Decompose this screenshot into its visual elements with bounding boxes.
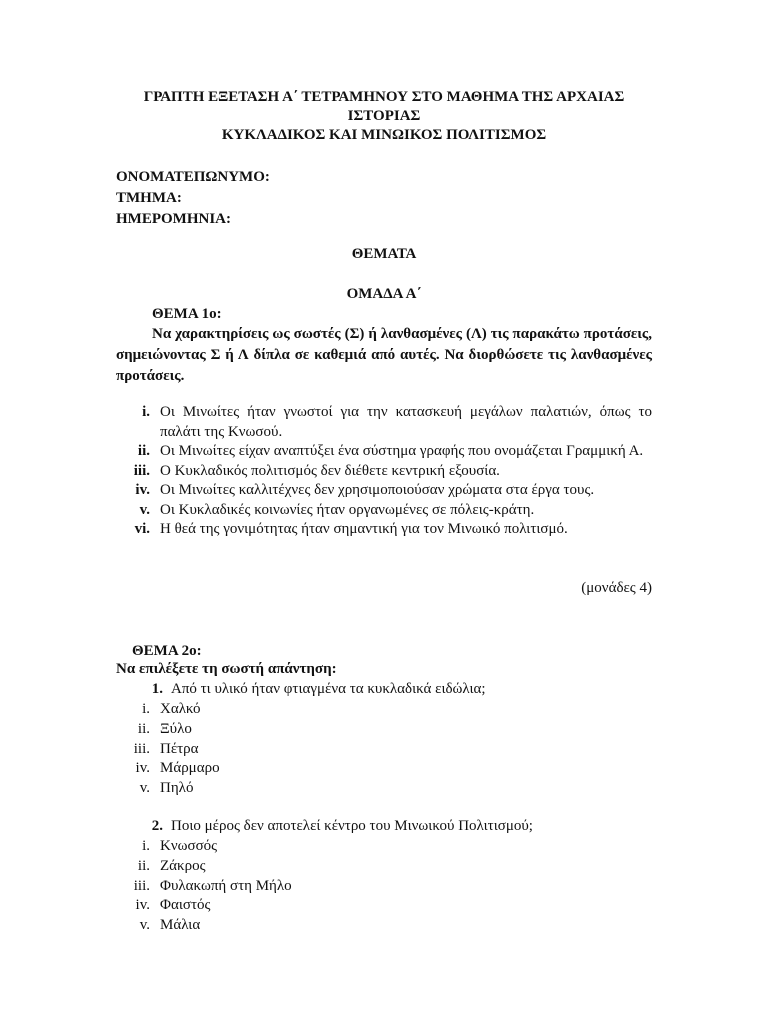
question-number: 2.	[151, 818, 163, 834]
option-number: iii.	[133, 740, 150, 757]
option-number: ii.	[137, 720, 150, 737]
option-number: i.	[142, 701, 150, 717]
option-number: ii.	[137, 857, 150, 874]
question-1-options	[116, 700, 220, 799]
title-line-2: ΙΣΤΟΡΙΑΣ	[347, 108, 421, 124]
list-item	[116, 462, 652, 482]
title-line-3: ΚΥΚΛΑΔΙΚΟΣ ΚΑΙ ΜΙΝΩΙΚΟΣ ΠΟΛΙΤΙΣΜΟΣ	[221, 127, 547, 143]
question-2-options	[116, 837, 292, 936]
list-item	[116, 403, 652, 442]
option-number: v.	[139, 917, 150, 934]
list-item	[116, 837, 292, 857]
option-text: Μάλια	[160, 917, 201, 934]
student-fields	[116, 167, 270, 230]
thema1-title: ΘΕΜΑ 1ο:	[152, 306, 222, 322]
thema2-title: ΘΕΜΑ 2ο:	[132, 643, 202, 659]
list-item	[116, 779, 220, 799]
list-item	[116, 896, 292, 916]
list-item	[116, 720, 220, 740]
list-item	[116, 740, 220, 760]
list-item	[116, 442, 652, 462]
item-text: Οι Μινωίτες καλλιτέχνες δεν χρησιμοποιούσαν χρώματα στα έργα τους.	[160, 482, 595, 498]
thema1-instruction: Να χαρακτηρίσεις ως σωστές (Σ) ή λανθασμένες (Λ) τις παρακάτω προτάσεις, σημειώνοντας Σ ή Λ δίπλα σε καθεμιά από αυτές. Να διορθώσετε τις λανθασμένες προτάσεις.	[116, 326, 652, 384]
option-text: Πέτρα	[160, 740, 199, 757]
option-number: v.	[139, 780, 150, 797]
item-number: iii.	[133, 462, 150, 479]
item-number: i.	[142, 404, 150, 420]
option-number: i.	[142, 838, 150, 854]
class-field-label: ΤΜΗΜΑ:	[116, 190, 182, 206]
exam-title	[100, 88, 668, 145]
list-item	[116, 916, 292, 936]
list-item	[116, 700, 220, 720]
question-text: Ποιο μέρος δεν αποτελεί κέντρο του Μινωικού Πολιτισμού;	[171, 818, 533, 834]
question-text: Από τι υλικό ήταν φτιαγμένα τα κυκλαδικά ειδώλια;	[171, 681, 486, 697]
question-number: 1.	[151, 681, 163, 697]
item-text: Οι Μινωίτες είχαν αναπτύξει ένα σύστημα γραφής που ονομάζεται Γραμμική Α.	[160, 443, 644, 459]
option-text: Χαλκό	[160, 701, 201, 717]
group-heading: ΟΜΑΔΑ Α΄	[346, 286, 422, 302]
thema1-statements	[116, 403, 652, 540]
option-text: Ζάκρος	[160, 857, 206, 874]
item-number: vi.	[134, 521, 150, 537]
item-number: v.	[139, 501, 150, 518]
question-2	[116, 818, 533, 835]
list-item	[116, 520, 652, 540]
option-text: Φυλακωπή στη Μήλο	[160, 877, 292, 894]
option-number: iv.	[135, 897, 150, 914]
option-text: Πηλό	[160, 780, 194, 797]
item-number: ii.	[137, 443, 150, 459]
list-item	[116, 481, 652, 501]
thema1-points: (μονάδες 4)	[581, 580, 652, 596]
option-number: iv.	[135, 760, 150, 777]
option-text: Φαιστός	[160, 897, 211, 914]
thema2-instruction: Να επιλέξετε τη σωστή απάντηση:	[116, 661, 337, 677]
list-item	[116, 877, 292, 897]
option-text: Μάρμαρο	[160, 760, 220, 777]
name-field-label: ΟΝΟΜΑΤΕΠΩΝΥΜΟ:	[116, 169, 270, 185]
item-text: Οι Μινωίτες ήταν γνωστοί για την κατασκευή μεγάλων παλατιών, όπως το παλάτι της Κνωσού.	[160, 404, 652, 440]
item-text: Οι Κυκλαδικές κοινωνίες ήταν οργανωμένες σε πόλεις-κράτη.	[160, 501, 535, 518]
option-text: Κνωσσός	[160, 838, 218, 854]
list-item	[116, 857, 292, 877]
item-text: Η θεά της γονιμότητας ήταν σημαντική για τον Μινωικό πολιτισμό.	[160, 521, 568, 537]
list-item	[116, 759, 220, 779]
item-number: iv.	[135, 482, 150, 498]
title-line-1: ΓΡΑΠΤΗ ΕΞΕΤΑΣΗ Α΄ ΤΕΤΡΑΜΗΝΟΥ ΣΤΟ ΜΑΘΗΜΑ ΤΗΣ ΑΡΧΑΙΑΣ	[143, 89, 625, 105]
date-field-label: ΗΜΕΡΟΜΗΝΙΑ:	[116, 211, 231, 227]
themata-heading: ΘΕΜΑΤΑ	[351, 246, 417, 262]
item-text: Ο Κυκλαδικός πολιτισμός δεν διέθετε κεντρική εξουσία.	[160, 462, 500, 479]
list-item	[116, 501, 652, 521]
option-number: iii.	[133, 877, 150, 894]
option-text: Ξύλο	[160, 720, 192, 737]
question-1	[116, 681, 486, 698]
